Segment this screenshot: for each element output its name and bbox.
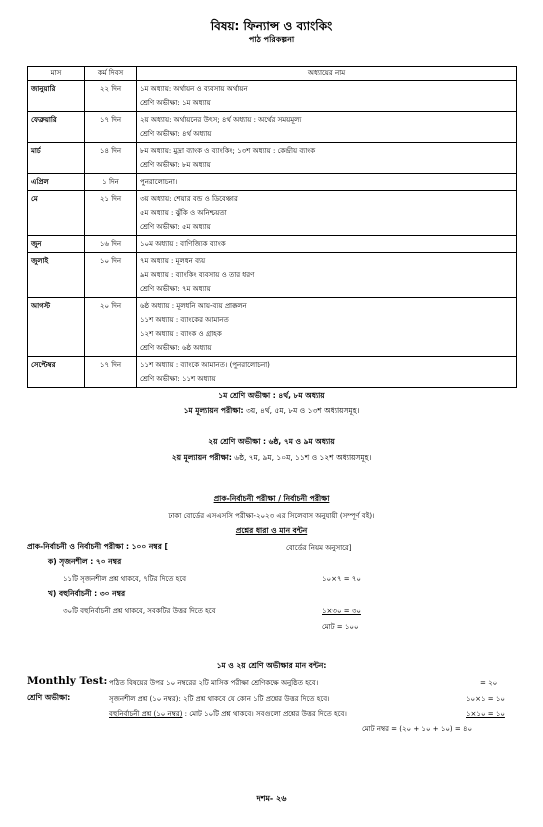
- chapter-line: ২য় অধ্যায়: অর্থায়নের উৎস; ৪র্থ অধ্যায় : অর্থের সময়মূল্য: [140, 116, 302, 124]
- column-header-month: মাস: [28, 67, 85, 81]
- total-marks-label: প্রাক-নির্বাচনী ও নির্বাচনী পরীক্ষা : ১০০ নম্বর [: [27, 542, 168, 551]
- chapters-cell: [137, 253, 517, 298]
- lesson-plan-table: [27, 66, 517, 388]
- month-cell: জুন: [28, 236, 85, 253]
- preselection-total: মোট = ১০০: [322, 623, 359, 631]
- table-row: [28, 236, 517, 253]
- board-rule-note: বোর্ডের নিয়ম অনুসারে]: [286, 544, 352, 552]
- class-test-1: ১ম শ্রেণি অভীক্ষা : ৪র্থ, ৮ম অধ্যায়: [218, 391, 325, 400]
- creative-section-text: ১১টি সৃজনশীল প্রশ্ন থাকবে, ৭টির দিতে হবে: [63, 575, 187, 583]
- chapter-line: শ্রেণি অভীক্ষা: ৪র্থ অধ্যায়: [140, 130, 212, 138]
- evaluation-exam-1-label: ১ম মূল্যায়ন পরীক্ষা:: [183, 406, 244, 415]
- monthly-test-label: Monthly Test:: [27, 675, 108, 687]
- monthly-test-text: পঠিত বিষয়ের উপর ১০ নম্বরের ২টি মাসিক পরীক্ষা শ্রেণিকক্ষে অনুষ্ঠিত হবে।: [109, 679, 319, 687]
- working-days-cell: ১৪ দিন: [85, 143, 137, 174]
- chapter-line: ৩য় অধ্যায়: শেয়ার বন্ড ও ডিবেঞ্চার: [140, 195, 238, 203]
- syllabus-note: ঢাকা বোর্ডের এসএসসি পরীক্ষা-২০২৩ এর সিলেবাস অনুযায়ী (সম্পূর্ণ বই)।: [168, 512, 375, 520]
- creative-section-calc: ১০×৭ = ৭০: [322, 575, 361, 583]
- class-test-mcq-text: : মোট ১০টি প্রশ্ন থাকবে। সবগুলো প্রশ্নের উত্তর দিতে হবে।: [182, 710, 347, 718]
- creative-section-label: ক) সৃজনশীল : ৭০ নম্বর: [48, 557, 122, 566]
- chapters-cell: [137, 236, 517, 253]
- month-cell: জুলাই: [28, 253, 85, 298]
- table-row: [28, 253, 517, 298]
- evaluation-exam-1: [0, 406, 543, 418]
- month-cell: ফেব্রুয়ারি: [28, 112, 85, 143]
- chapter-line: শ্রেণি অভীক্ষা: ১ম অধ্যায়: [140, 99, 211, 107]
- preselection-heading: প্রাক-নির্বাচনী পরীক্ষা / নির্বাচনী পরীক্ষা: [213, 494, 330, 503]
- chapter-line: শ্রেণি অভীক্ষা: ১১শ অধ্যায়: [140, 375, 216, 383]
- chapter-line: পুনরালোচনা।: [140, 178, 178, 186]
- class-test-mcq-label: বহুনির্বাচনী প্রশ্ন (১০ নম্বর): [109, 710, 183, 718]
- month-cell: জানুয়ারি: [28, 81, 85, 112]
- monthly-test-value: = ২০: [480, 679, 498, 687]
- working-days-cell: ১ দিন: [85, 174, 137, 191]
- column-header-days: কর্ম দিবস: [85, 67, 137, 81]
- chapters-cell: [137, 112, 517, 143]
- mcq-section-label: খ) বহুনির্বাচনী : ৩০ নম্বর: [48, 589, 126, 598]
- chapters-cell: [137, 357, 517, 388]
- chapter-line: ৬ষ্ঠ অধ্যায় : মূলধনি আয়-ব্যয় প্রাক্কলন: [140, 302, 247, 310]
- table-row: [28, 174, 517, 191]
- page-subtitle: পাঠ পরিকল্পনা: [248, 35, 295, 44]
- chapters-cell: [137, 81, 517, 112]
- working-days-cell: ১৭ দিন: [85, 357, 137, 388]
- table-row: [28, 112, 517, 143]
- table-row: [28, 143, 517, 174]
- chapter-line: শ্রেণি অভীক্ষা: ৫ম অধ্যায়: [140, 223, 211, 231]
- working-days-cell: ১৭ দিন: [85, 112, 137, 143]
- marks-distribution-heading: ১ম ও ২য় শ্রেণি অভীক্ষার মান বন্টন:: [216, 661, 327, 670]
- month-cell: আগস্ট: [28, 298, 85, 357]
- chapter-line: ১২শ অধ্যায় : ব্যাংক ও গ্রাহক: [140, 330, 222, 338]
- working-days-cell: ১০ দিন: [85, 253, 137, 298]
- table-body: [28, 81, 517, 388]
- chapters-cell: [137, 143, 517, 174]
- working-days-cell: ২২ দিন: [85, 81, 137, 112]
- evaluation-exam-1-text: ৩য়, ৪র্থ, ৫ম, ৮ম ও ১৩শ অধ্যায়সমূহ।: [243, 406, 360, 415]
- table-header-row: [28, 67, 517, 81]
- month-cell: মে: [28, 191, 85, 236]
- chapter-line: ৭ম অধ্যায় : মূলধন ব্যয়: [140, 257, 206, 265]
- chapter-line: শ্রেণি অভীক্ষা: ৭ম অধ্যায়: [140, 285, 211, 293]
- evaluation-exam-2-label: ২য় মূল্যায়ন পরীক্ষা:: [171, 453, 232, 462]
- chapter-line: ১১শ অধ্যায় : ব্যাংকে আমানত। (পুনরালোচনা): [140, 361, 270, 369]
- chapter-line: ১০ম অধ্যায় : বাণিজ্যিক ব্যাংক: [140, 240, 226, 248]
- mcq-section-text: ৩০টি বহুনির্বাচনী প্রশ্ন থাকবে, সবকটির উত্তর দিতে হবে: [63, 607, 216, 615]
- column-header-chapter: অধ্যায়ের নাম: [137, 67, 517, 81]
- class-test-mcq-calc: ১×১০ = ১০: [466, 710, 505, 718]
- working-days-cell: ২১ দিন: [85, 191, 137, 236]
- chapters-cell: [137, 191, 517, 236]
- evaluation-exam-2: [0, 453, 543, 465]
- month-cell: মার্চ: [28, 143, 85, 174]
- working-days-cell: ১৬ দিন: [85, 236, 137, 253]
- mcq-section-calc: ১×৩০ = ৩০: [322, 607, 361, 615]
- class-test-label: শ্রেণি অভীক্ষা:: [27, 693, 71, 702]
- month-cell: সেপ্টেম্বর: [28, 357, 85, 388]
- chapter-line: ৮ম অধ্যায়: মুদ্রা ব্যাংক ও ব্যাংকিং; ১৩শ অধ্যায় : কেন্দ্রীয় ব্যাংক: [140, 147, 316, 155]
- chapters-cell: [137, 174, 517, 191]
- chapter-line: ১১শ অধ্যায় : ব্যাংকের আমানত: [140, 316, 229, 324]
- chapter-line: ১ম অধ্যায়: অর্থায়ন ও ব্যবসায় অর্থায়ন: [140, 85, 248, 93]
- class-test-2: ২য় শ্রেণি অভীক্ষা : ৬ষ্ঠ, ৭ম ও ৯ম অধ্যায়: [208, 437, 335, 446]
- chapter-line: ৯ম অধ্যায় : ব্যাংকিং ব্যবসায় ও তার ধরণ: [140, 271, 255, 279]
- page-number: দশম- ২৬: [256, 794, 287, 803]
- table-row: [28, 81, 517, 112]
- chapter-line: ৫ম অধ্যায় : ঝুঁকি ও অনিশ্চয়তা: [140, 209, 227, 217]
- question-pattern-heading: প্রশ্নের ধারা ও মান বন্টন: [235, 526, 308, 535]
- class-test-creative-text: সৃজনশীল প্রশ্ন (১০ নম্বর): ২টি প্রশ্ন থাকবে যে কোন ১টি প্রশ্নের উত্তর দিতে হবে।: [109, 695, 330, 703]
- evaluation-exam-2-text: ৬ষ্ঠ, ৭ম, ৯ম, ১০ম, ১১শ ও ১২শ অধ্যায়সমূহ।: [231, 453, 372, 462]
- table-row: [28, 191, 517, 236]
- chapters-cell: [137, 298, 517, 357]
- class-test-creative-calc: ১০×১ = ১০: [466, 695, 505, 703]
- month-cell: এপ্রিল: [28, 174, 85, 191]
- chapter-line: শ্রেণি অভীক্ষা: ৮ম অধ্যায়: [140, 161, 211, 169]
- chapter-line: শ্রেণি অভীক্ষা: ৬ষ্ঠ অধ্যায়: [140, 344, 212, 352]
- working-days-cell: ২০ দিন: [85, 298, 137, 357]
- table-row: [28, 298, 517, 357]
- grand-total: মোট নম্বর = (২০ + ১০ + ১০) = ৪০: [362, 725, 473, 733]
- class-test-mcq: [109, 708, 347, 720]
- table-row: [28, 357, 517, 388]
- page-title: বিষয়: ফিন্যান্স ও ব্যাংকিং: [210, 19, 333, 33]
